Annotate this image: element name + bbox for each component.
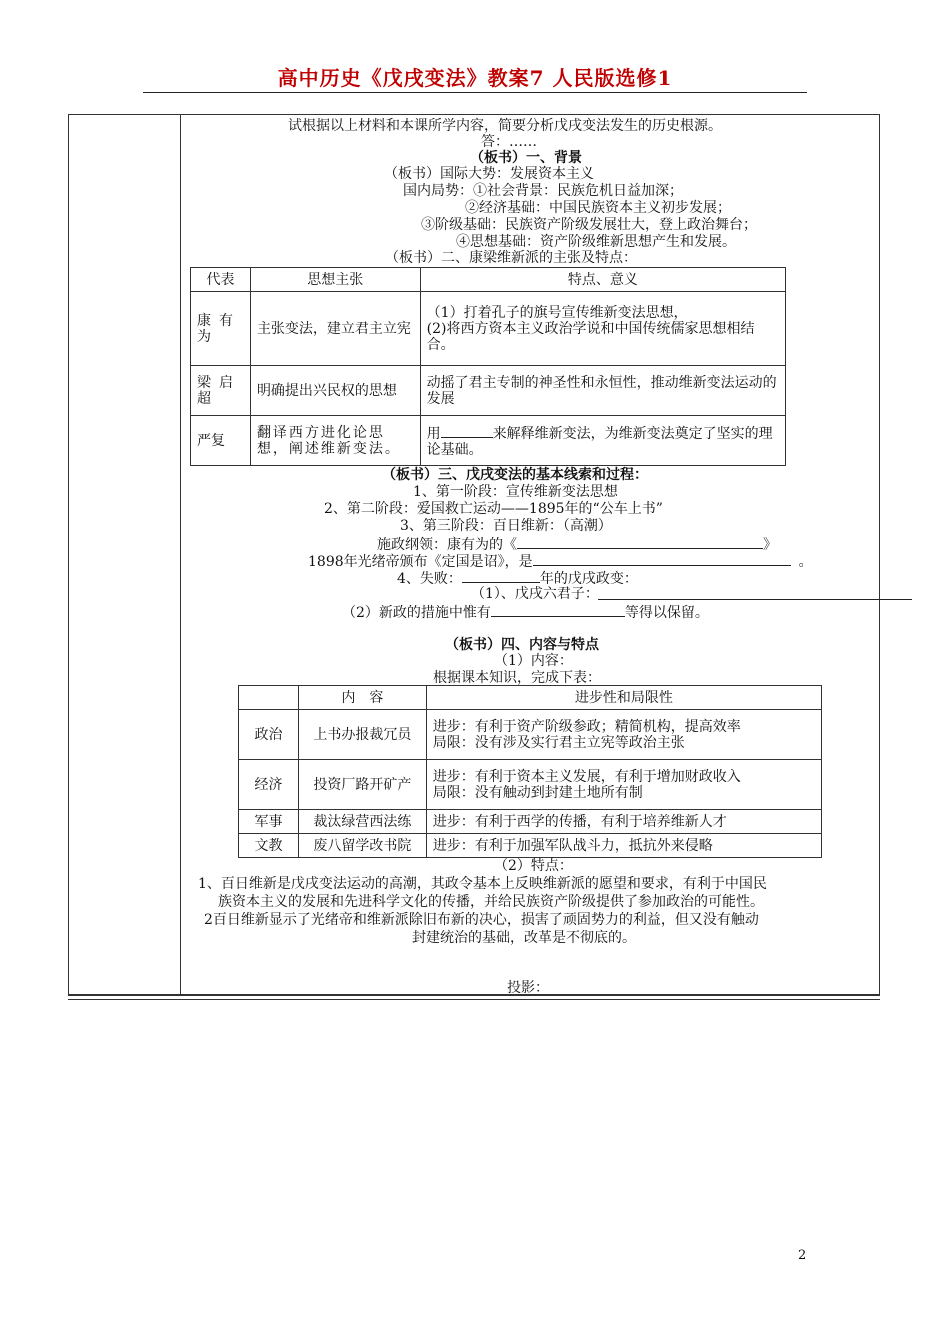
content-culture: 废八留学改书院 [298,834,426,858]
feature-para2-line1: 2百日维新显示了光绪帝和维新派除旧布新的决心，损害了顽固势力的利益，但又没有触动 [204,912,759,928]
feature-yan-post: 来解释维新变法，为维新变法奠定了坚实的理论基础。 [426,425,773,458]
fill-blank[interactable] [517,535,763,549]
header-evaluation: 进步性和局限性 [426,686,821,710]
program-line [377,535,777,553]
table-row [239,834,822,858]
header-content: 内 容 [298,686,426,710]
section4-heading: （板书）四、内容与特点 [445,637,599,653]
fill-blank[interactable] [491,603,625,617]
idea-liang: 明确提出兴民权的思想 [250,366,420,416]
fill-blank[interactable] [598,599,912,600]
table-row [239,810,822,834]
program-pre: 施政纲领：康有为的《 [377,537,517,553]
reformers-header-row [191,268,786,292]
feature-para1-line1: 1、百日维新是戊戌变法运动的高潮，其政令基本上反映维新派的愿望和要求，有利于中国民 [198,876,767,892]
section1-line1: （板书）国际大势：发展资本主义 [384,166,594,182]
stage-2: 2、第二阶段：爱国救亡运动——1895年的“公车上书” [324,501,663,517]
table-row [191,292,786,366]
feature-kang: （1）打着孔子的旗号宣传维新变法思想， (2)将西方资本主义政治学说和中国传统儒家思想相结合。 [420,292,785,366]
document-title: 高中历史《戊戌变法》教案7 人民版选修1 [277,66,673,90]
page-number: 2 [798,1248,807,1263]
header-ideas: 思想主张 [250,268,420,292]
edict-post: 。 [798,554,813,570]
six-gentlemen-line: （1）、戊戌六君子： [471,586,599,602]
edict-line [308,552,813,570]
program-post: 》 [763,537,777,553]
feature-yan-pre: 用 [426,425,441,442]
preserved-pre: （2）新政的措施中惟有 [342,605,491,621]
edict-pre: 1898年光绪帝颁布《定国是诏》，是 [308,554,533,570]
fill-blank[interactable] [441,424,493,438]
section1-heading: （板书）一、背景 [470,150,582,166]
section1-line5: ④思想基础：资产阶级维新思想产生和发展。 [456,234,736,250]
failure-pre: 4、失败： [397,571,462,587]
preserved-post: 等得以保留。 [624,605,709,621]
frame-bottom-rule [68,999,880,1000]
table-row [239,710,822,760]
section2-heading: （板书）二、康梁维新派的主张及特点： [385,250,637,266]
intro-question: 试根据以上材料和本课所学内容，简要分析戊戌变法发生的历史根源。 [288,118,722,134]
failure-line [397,569,638,587]
table-row [191,416,786,466]
content-header-row [239,686,822,710]
field-culture: 文教 [239,834,299,858]
table-row [239,760,822,810]
section3-heading: （板书）三、戊戌变法的基本线索和过程： [382,467,648,483]
feature-para2-line2: 封建统治的基础，改革是不彻底的。 [412,930,636,946]
content-military: 裁汰绿营西法练 [298,810,426,834]
fill-blank[interactable] [462,569,540,583]
idea-kang: 主张变法，建立君主立宪 [250,292,420,366]
content-economy: 投资厂路开矿产 [298,760,426,810]
eval-politics: 进步：有利于资产阶级参政；精简机构，提高效率 局限：没有涉及实行君主立宪等政治主张 [426,710,821,760]
section4-sub2: （2）特点： [494,858,573,874]
section1-line2: 国内局势：①社会背景：民族危机日益加深； [403,183,683,199]
eval-military: 进步：有利于西学的传播，有利于培养维新人才 [426,810,821,834]
projection-label: 投影： [507,980,549,996]
title-underline [143,92,807,93]
eval-economy: 进步：有利于资本主义发展，有利于增加财政收入 局限：没有触动到封建土地所有制 [426,760,821,810]
preserved-line [342,603,709,621]
rep-liang: 梁启超 [191,366,251,416]
section1-line4: ③阶级基础：民族资产阶级发展壮大，登上政治舞台； [421,217,757,233]
rep-yan: 严复 [191,416,251,466]
reformers-table [190,267,786,466]
section4-sub1: （1）内容： [494,653,573,669]
failure-post: 年的戊戌政变： [539,571,638,587]
header-representative: 代表 [191,268,251,292]
intro-answer: 答：…… [481,134,537,150]
field-politics: 政治 [239,710,299,760]
reform-content-table [238,685,822,858]
section4-note: 根据课本知识，完成下表： [433,670,601,686]
column-divider [180,114,181,996]
feature-liang: 动摇了君主专制的神圣性和永恒性，推动维新变法运动的发展 [420,366,785,416]
header-blank [239,686,299,710]
content-politics: 上书办报裁冗员 [298,710,426,760]
eval-culture: 进步：有利于加强军队战斗力，抵抗外来侵略 [426,834,821,858]
stage-3: 3、第三阶段：百日维新：（高潮） [400,518,612,534]
feature-yan [420,416,785,466]
rep-kang: 康有为 [191,292,251,366]
fill-blank[interactable] [533,552,791,566]
field-economy: 经济 [239,760,299,810]
feature-para1-line2: 族资本主义的发展和先进科学文化的传播，并给民族资产阶级提供了参加政治的可能性。 [218,894,764,910]
stage-1: 1、第一阶段：宣传维新变法思想 [413,484,618,500]
idea-yan: 翻译西方进化论思想，阐述维新变法。 [250,416,420,466]
field-military: 军事 [239,810,299,834]
header-features: 特点、意义 [420,268,785,292]
section1-line3: ②经济基础：中国民族资本主义初步发展； [465,200,731,216]
table-row [191,366,786,416]
